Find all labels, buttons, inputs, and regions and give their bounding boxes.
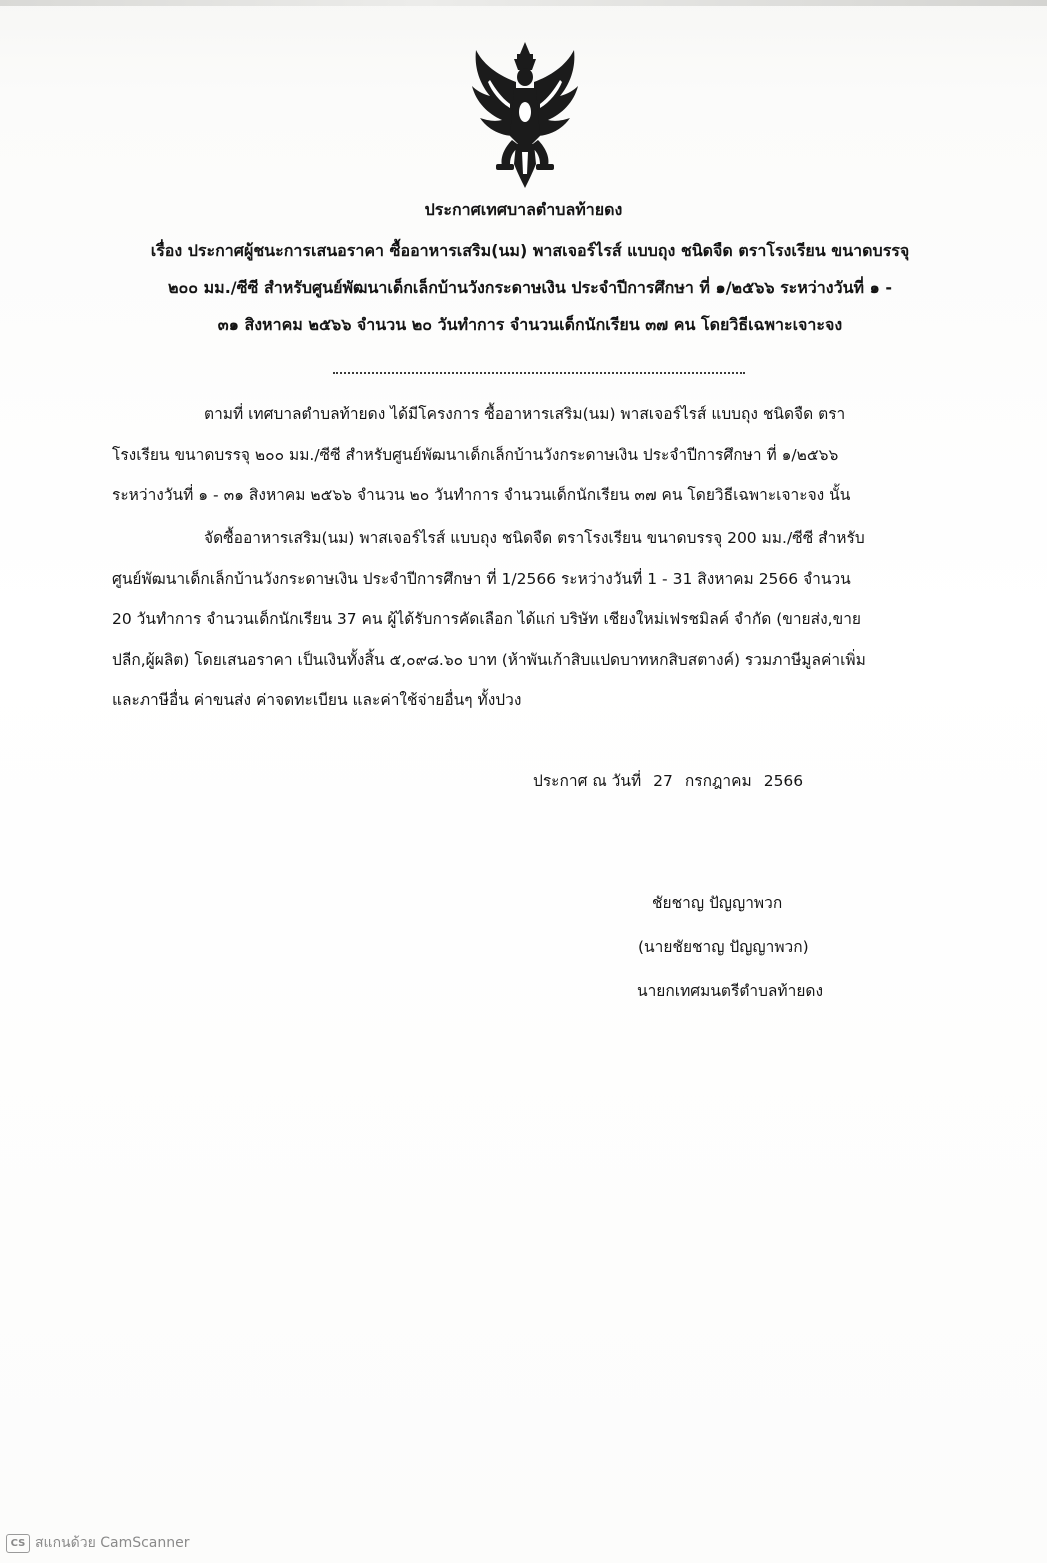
body-line: และภาษีอื่น ค่าขนส่ง ค่าจดทะเบียน และค่าใช้จ่ายอื่นๆ ทั้งปวง <box>112 691 522 709</box>
announcement-month: กรกฎาคม <box>684 772 752 790</box>
signature-position: นายกเทศมนตรีตำบลท้ายดง <box>637 982 824 1000</box>
dotted-divider <box>333 372 745 374</box>
body-line: 20 วันทำการ จำนวนเด็กนักเรียน 37 คน ผู้ได้รับการคัดเลือก ได้แก่ บริษัท เชียงใหม่เฟรชมิลค์ จำกัด (ขายส่ง,ขาย <box>112 610 861 628</box>
announcement-year: 2566 <box>763 772 804 790</box>
body-paragraph-1 <box>112 394 952 516</box>
camscanner-watermark <box>6 1532 190 1554</box>
announcement-day: 27 <box>653 772 673 790</box>
camscanner-text: สแกนด้วย CamScanner <box>35 1535 190 1551</box>
body-paragraph-2 <box>112 518 952 721</box>
signature-full-name: (นายชัยชาญ ปัญญาพวก) <box>638 938 809 956</box>
body-line: ปลีก,ผู้ผลิต) โดยเสนอราคา เป็นเงินทั้งสิ้น ๕,๐๙๘.๖๐ บาท (ห้าพันเก้าสิบแปดบาทหกสิบสตางค์) รวมภาษีมูลค่าเพิ่ม <box>112 650 866 669</box>
signature-name: ชัยชาญ ปัญญาพวก <box>652 894 783 912</box>
body-line: ระหว่างวันที่ ๑ - ๓๑ สิงหาคม ๒๕๖๖ จำนวน ๒๐ วันทำการ จำนวนเด็กนักเรียน ๓๗ คน โดยวิธีเฉพาะเจาะจง นั้น <box>112 486 851 504</box>
body-line: ตามที่ เทศบาลตำบลท้ายดง ได้มีโครงการ ซื้ออาหารเสริม(นม) พาสเจอร์ไรส์ แบบถุง ชนิดจืด ตรา <box>204 405 846 423</box>
body-line: ศูนย์พัฒนาเด็กเล็กบ้านวังกระดาษเงิน ประจำปีการศึกษา ที่ 1/2566 ระหว่างวันที่ 1 - 31 สิงหาคม 2566 จำนวน <box>112 569 851 588</box>
subject-line: ๒๐๐ มม./ซีซี สำหรับศูนย์พัฒนาเด็กเล็กบ้านวังกระดาษเงิน ประจำปีการศึกษา ที่ ๑/๒๕๖๖ ระหว่างวันที่ ๑ - <box>167 278 892 297</box>
document-title: ประกาศเทศบาลตำบลท้ายดง <box>424 200 623 219</box>
subject-line: เรื่อง ประกาศผู้ชนะการเสนอราคา ซื้ออาหารเสริม(นม) พาสเจอร์ไรส์ แบบถุง ชนิดจืด ตราโรงเรียน ขนาดบรรจุ <box>150 241 910 260</box>
camscanner-logo-icon: CS <box>6 1534 30 1553</box>
subject-line: ๓๑ สิงหาคม ๒๕๖๖ จำนวน ๒๐ วันทำการ จำนวนเด็กนักเรียน ๓๗ คน โดยวิธีเฉพาะเจาะจง <box>217 315 843 334</box>
announcement-date <box>533 768 803 793</box>
announcement-label: ประกาศ ณ วันที่ <box>533 772 642 790</box>
body-line: จัดซื้ออาหารเสริม(นม) พาสเจอร์ไรส์ แบบถุง ชนิดจืด ตราโรงเรียน ขนาดบรรจุ 200 มม./ซีซี สำหรับ <box>204 529 865 547</box>
garuda-emblem-icon <box>470 40 580 190</box>
document-subject <box>110 232 950 343</box>
scan-edge <box>0 0 1047 6</box>
body-line: โรงเรียน ขนาดบรรจุ ๒๐๐ มม./ซีซี สำหรับศูนย์พัฒนาเด็กเล็กบ้านวังกระดาษเงิน ประจำปีการศึกษา ที่ ๑/๒๕๖๖ <box>112 445 839 464</box>
